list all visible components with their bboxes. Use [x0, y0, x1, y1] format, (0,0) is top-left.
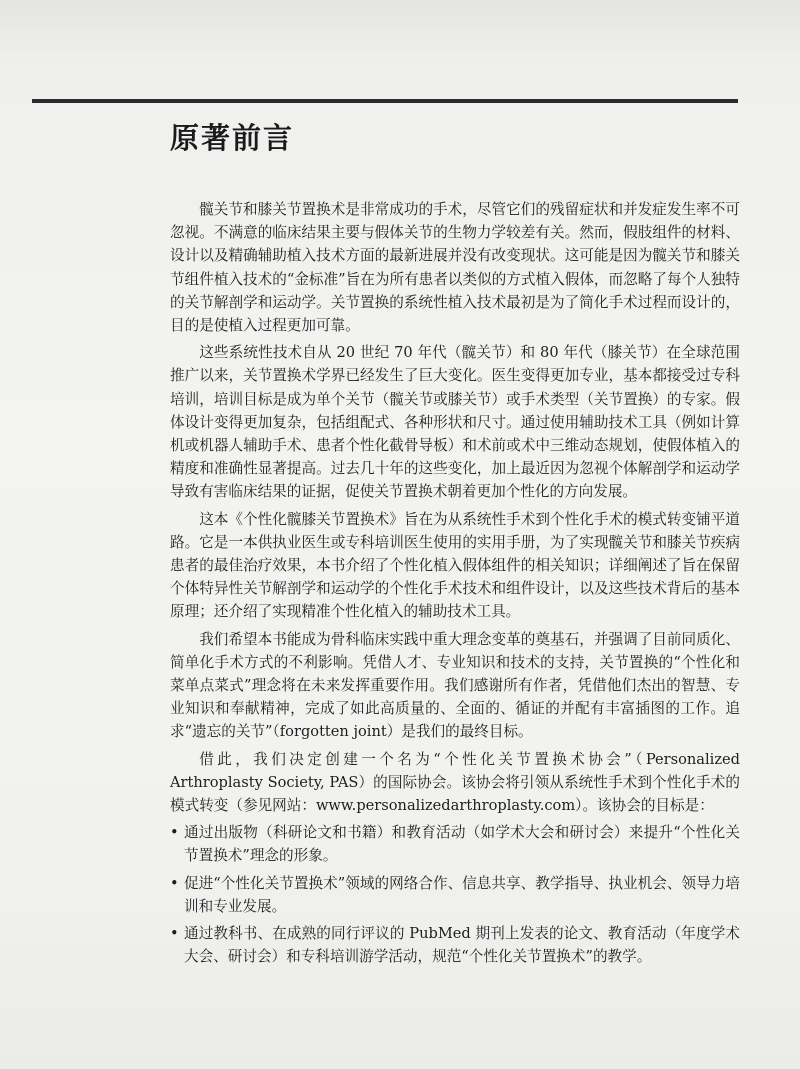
list-item: [170, 922, 740, 968]
bullet-icon: •: [170, 874, 179, 892]
paragraph-2: 这些系统性技术自从 20 世纪 70 年代（髋关节）和 80 年代（膝关节）在全球范围推广以来，关节置换术学界已经发生了巨大变化。医生变得更加专业，基本都接受过专科培训，培训目标是成为单个关节（髋关节或膝关节）或手术类型（关节置换）的专家。假体设计变得更加复杂，包括组配式、各种形状和尺寸。通过使用辅助技术工具（例如计算机或机器人辅助手术、患者个性化截骨导板）和术前或术中三维动态规划，使假体植入的精度和准确性显著提高。过去几十年的这些变化，加上最近因为忽视个体解剖学和运动学导致有害临床结果的证据，促使关节置换术朝着更加个性化的方向发展。: [170, 344, 740, 501]
paragraph-3: 这本《个性化髋膝关节置换术》旨在为从系统性手术到个性化手术的模式转变铺平道路。它是一本供执业医生或专科培训医生使用的实用手册，为了实现髋关节和膝关节疾病患者的最佳治疗效果，本书介绍了个性化植入假体组件的相关知识；详细阐述了旨在保留个体特异性关节解剖学和运动学的个性化手术技术和组件设计，以及这些技术背后的基本原理；还介绍了实现精准个性化植入的辅助技术工具。: [170, 510, 740, 621]
paragraph-1: 髋关节和膝关节置换术是非常成功的手术，尽管它们的残留症状和并发症发生率不可忽视。不满意的临床结果主要与假体关节的生物力学较差有关。然而，假肢组件的材料、设计以及精确辅助植入技术方面的最新进展并没有改变现状。这可能是因为髋关节和膝关节组件植入技术的“金标准”旨在为所有患者以类似的方式植入假体，而忽略了每个人独特的关节解剖学和运动学。关节置换的系统性植入技术最初是为了简化手术过程而设计的，目的是使植入过程更加可靠。: [170, 201, 740, 335]
bullet-icon: •: [170, 925, 179, 943]
society-goals-list: [170, 821, 740, 968]
page-title: 原著前言: [170, 121, 295, 155]
header-rule: [32, 99, 738, 103]
preface-body: [170, 198, 740, 973]
list-item: [170, 821, 740, 867]
list-item: [170, 872, 740, 918]
paragraph-5: 借此，我们决定创建一个名为“个性化关节置换术协会”（Personalized Arthroplasty Society, PAS）的国际协会。该协会将引领从系统性手术到个性化手术的模式转变（参见网站：www.personalizedarthroplasty.com）。该协会的目标是：: [170, 750, 740, 815]
paragraph-4: 我们希望本书能成为骨科临床实践中重大理念变革的奠基石，并强调了目前同质化、简单化手术方式的不利影响。凭借人才、专业知识和技术的支持，关节置换的“个性化和菜单点菜式”理念将在未来发挥重要作用。我们感谢所有作者，凭借他们杰出的智慧、专业知识和奉献精神，完成了如此高质量的、全面的、循证的并配有丰富插图的工作。追求“遗忘的关节”（forgotten joint）是我们的最终目标。: [170, 630, 740, 741]
bullet-icon: •: [170, 824, 179, 842]
list-item-text: 通过教科书、在成熟的同行评议的 PubMed 期刊上发表的论文、教育活动（年度学术大会、研讨会）和专科培训游学活动，规范“个性化关节置换术”的教学。: [184, 925, 740, 966]
list-item-text: 促进“个性化关节置换术”领域的网络合作、信息共享、教学指导、执业机会、领导力培训和专业发展。: [184, 874, 740, 915]
list-item-text: 通过出版物（科研论文和书籍）和教育活动（如学术大会和研讨会）来提升“个性化关节置换术”理念的形象。: [184, 824, 740, 865]
